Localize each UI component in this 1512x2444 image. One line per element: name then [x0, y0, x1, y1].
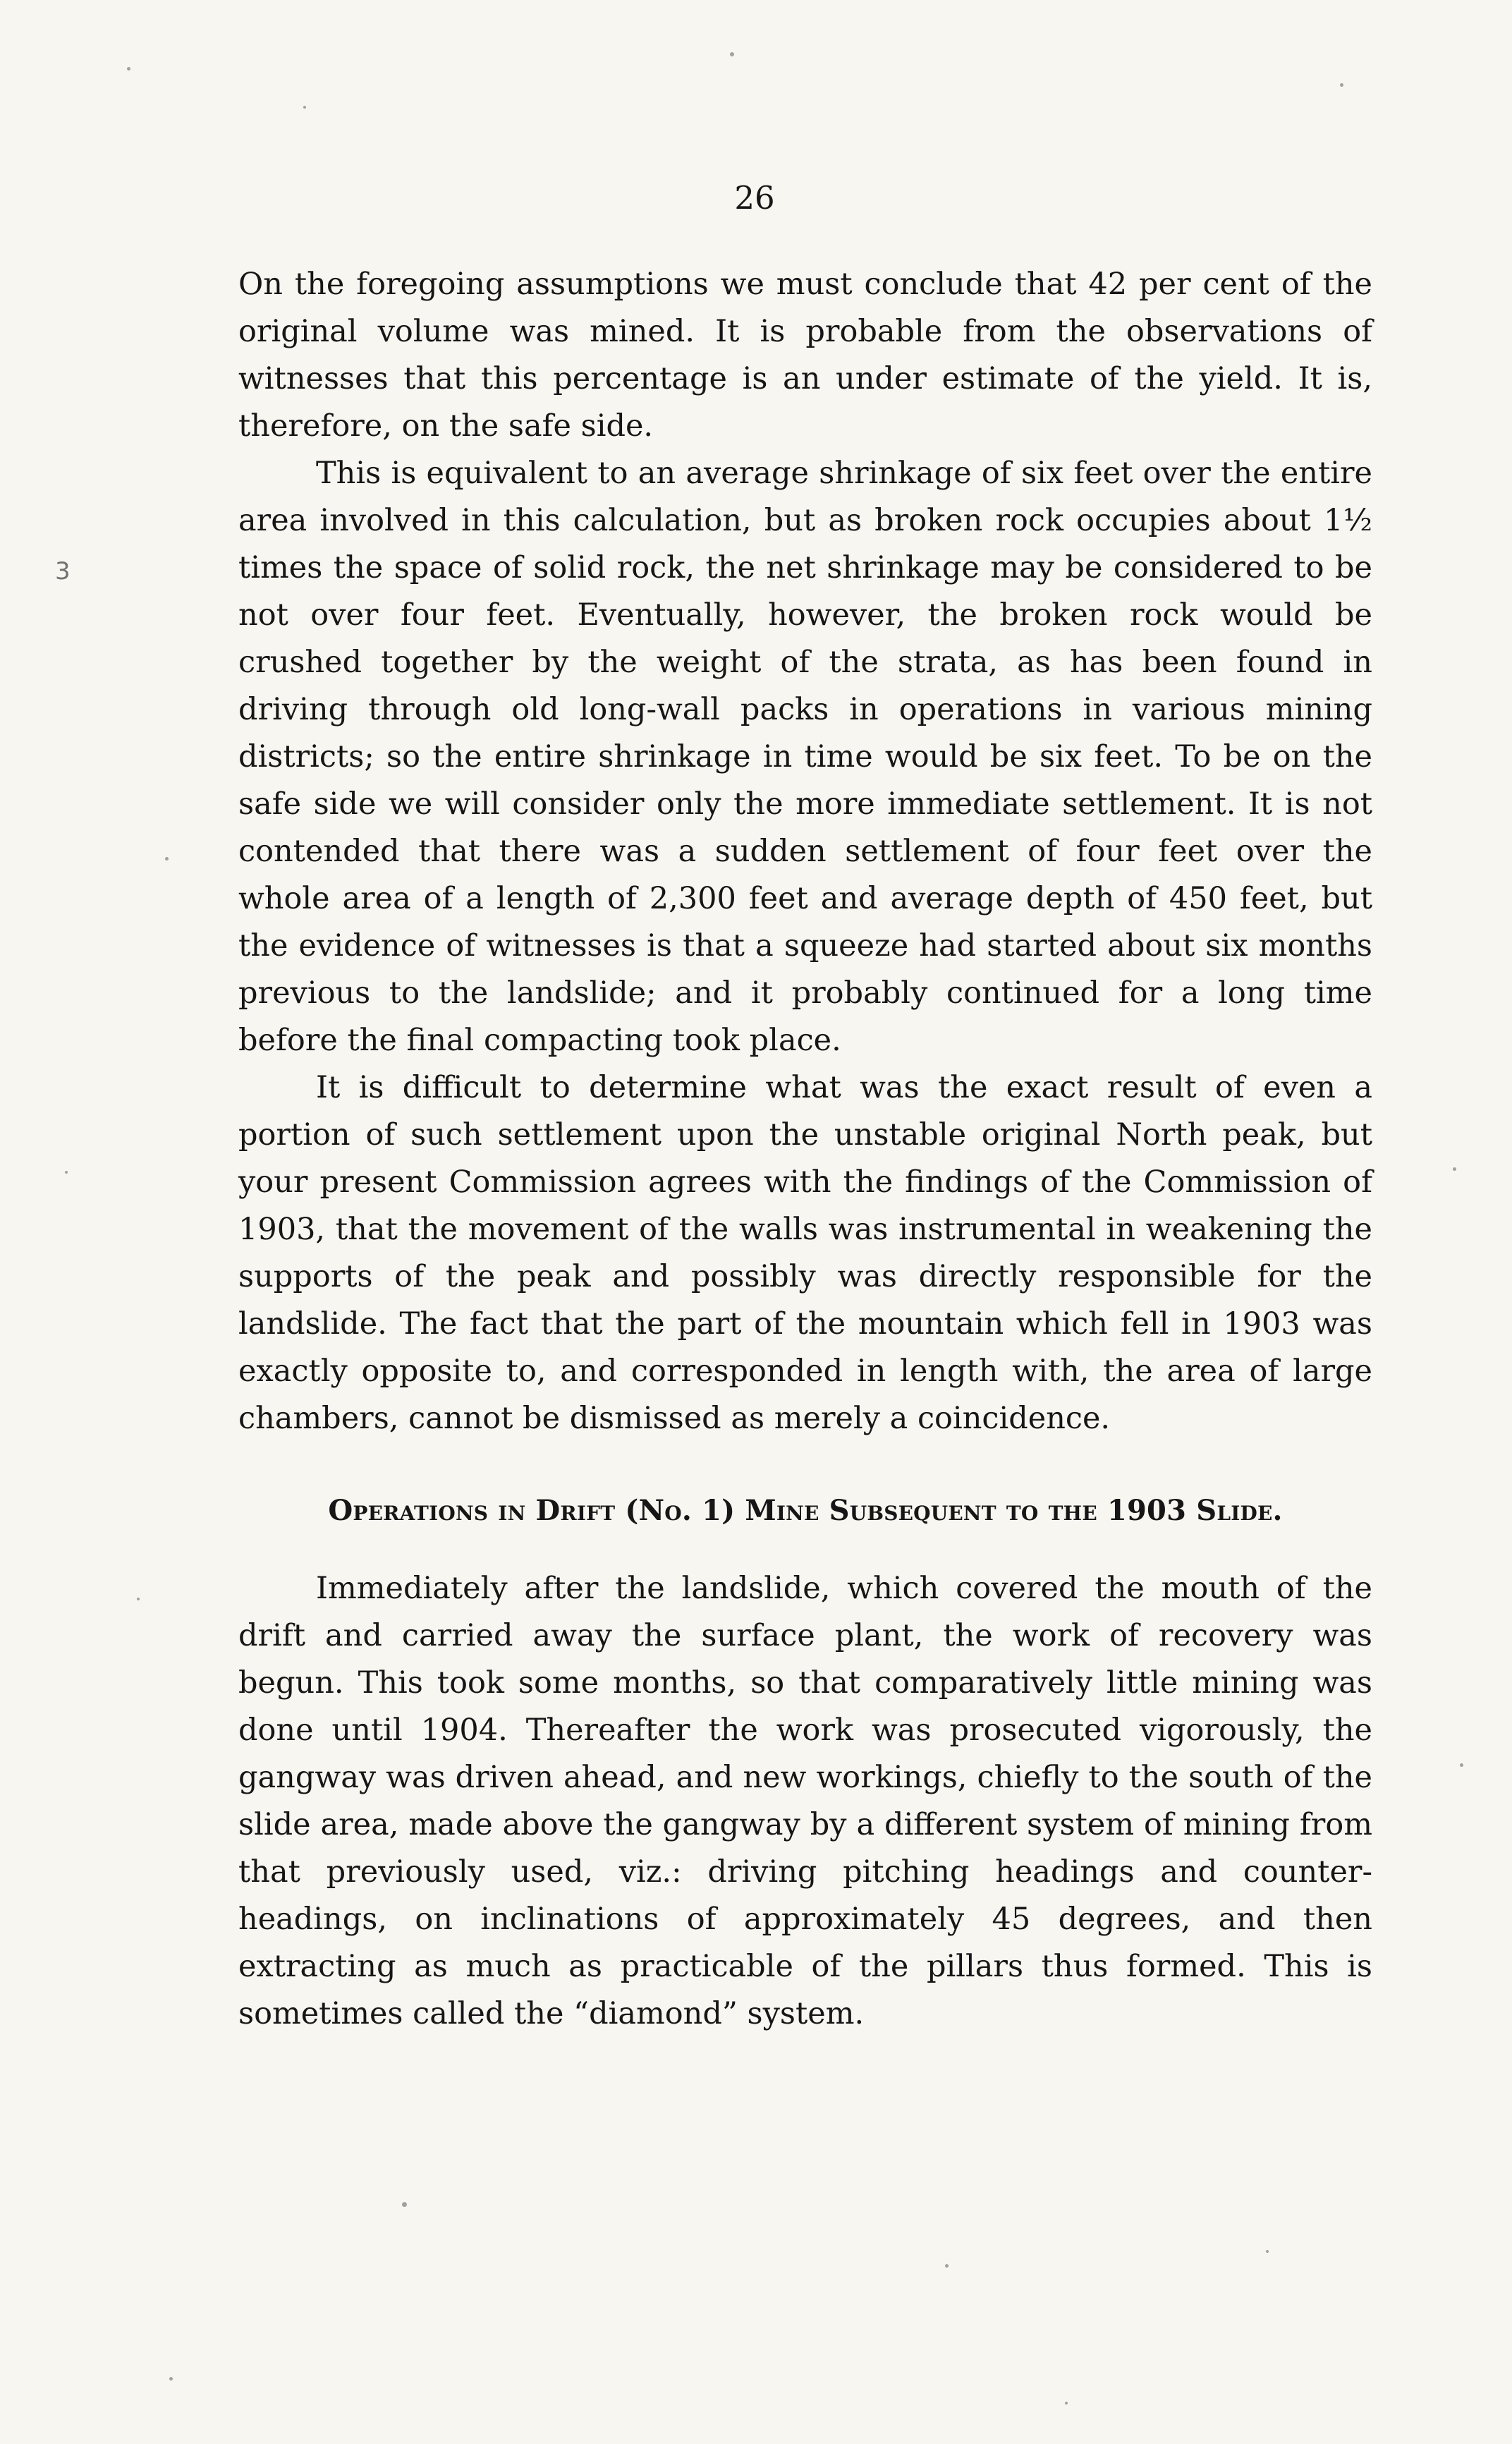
scan-speck — [1460, 1763, 1463, 1767]
body-paragraph-1: On the foregoing assumptions we must conclude that 42 per cent of the original volume was mined. It is probable from the observations of witnesses that this percentage is an under estimate of the yield. It is, therefore, on the safe side. — [238, 267, 1372, 444]
scan-speck — [945, 2264, 949, 2268]
scan-speck — [1340, 83, 1343, 87]
scan-speck — [169, 2377, 173, 2381]
page-number: 26 — [734, 179, 775, 217]
left-margin-number-mark: 3 — [55, 557, 71, 585]
scan-speck — [1453, 1167, 1456, 1171]
scan-speck — [730, 52, 734, 56]
scan-speck — [127, 67, 130, 71]
scan-speck — [65, 1171, 68, 1174]
body-paragraph-3: It is difficult to determine what was the exact result of even a portion of such settlement upon the unstable original North peak, but your present Commission agrees with the findings of the Commission of 1903, that the movement of the walls was instrumental in weakening the supports of the peak and possibly was directly responsible for the landslide. The fact that the part of the mountain which fell in 1903 was exactly opposite to, and corresponded in length with, the area of large chambers, cannot be dismissed as merely a coincidence. — [238, 1070, 1372, 1436]
section-heading: Operations in Drift (No. 1) Mine Subsequent to the 1903 Slide. — [328, 1494, 1283, 1527]
body-paragraph-2: This is equivalent to an average shrinkage of six feet over the entire area involved in this calculation, but as broken rock occupies about 1½ times the space of solid rock, the net shrinkage may be considered to be not over four feet. Eventually, however, the broken rock would be crushed together by the weight of the strata, as has been found in driving through old long-wall packs in operations in various mining districts; so the entire shrinkage in time would be six feet. To be on the safe side we will consider only the more immediate settlement. It is not contended that there was a sudden settlement of four feet over the whole area of a length of 2,300 feet and average depth of 450 feet, but the evidence of witnesses is that a squeeze had started about six months previous to the landslide; and it probably continued for a long time before the final compacting took place. — [238, 456, 1372, 1058]
scan-speck — [303, 106, 306, 109]
scan-speck — [137, 1598, 140, 1600]
scan-speck — [165, 857, 169, 861]
scan-speck — [1065, 2402, 1068, 2405]
scan-speck — [402, 2202, 407, 2207]
scan-speck — [1266, 2250, 1269, 2253]
section-paragraph-1: Immediately after the landslide, which covered the mouth of the drift and carried away the surface plant, the work of recovery was begun. This took some months, so that comparatively little mining was done until 1904. Thereafter the work was prosecuted vigorously, the gangway was driven ahead, and new workings, chiefly to the south of the slide area, made above the gangway by a different system of mining from that previously used, viz.: driving pitching headings and counter-headings, on inclinations of approximately 45 degrees, and then extracting as much as practicable of the pillars thus formed. This is sometimes called the “diamond” system. — [238, 1571, 1372, 2031]
document-body — [238, 261, 1372, 2038]
